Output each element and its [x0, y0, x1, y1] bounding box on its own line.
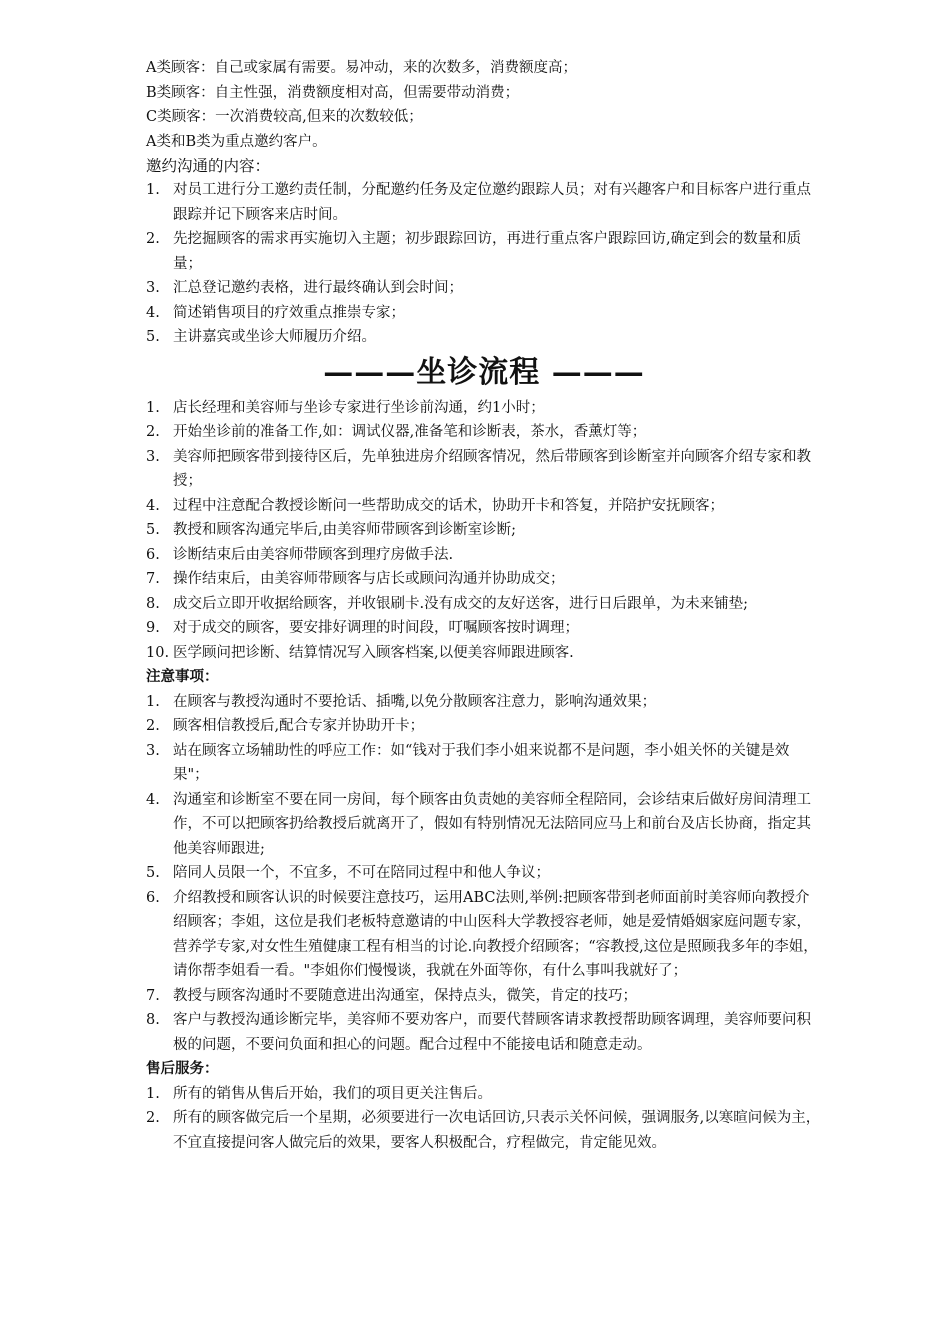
notes-heading: 注意事项： [146, 668, 219, 685]
list-item [146, 301, 822, 326]
invite-section-label: 邀约沟通的内容： [146, 157, 271, 175]
item-number: 8. [146, 1012, 160, 1028]
list-item [146, 543, 822, 568]
item-text: 对于成交的顾客，要安排好调理的时间段，叮嘱顾客按时调理； [173, 620, 579, 636]
item-text: 顾客相信教授后,配合专家并协助开卡； [173, 718, 425, 734]
list-item [146, 616, 822, 641]
item-number: 9. [146, 620, 160, 636]
list-item [146, 1008, 822, 1057]
item-text: 美容师把顾客带到接待区后，先单独进房介绍顾客情况，然后带顾客到诊断室并向顾客介绍专家和教授； [173, 448, 811, 489]
item-text: 过程中注意配合教授诊断问一些帮助成交的话术，协助开卡和答复，并陪护安抚顾客； [173, 497, 724, 514]
list-item [146, 861, 822, 886]
item-number: 5. [146, 329, 160, 345]
item-text: 对员工进行分工邀约责任制，分配邀约任务及定位邀约跟踪人员；对有兴趣客户和目标客户进行重点跟踪并记下顾客来店时间。 [173, 182, 811, 223]
document-page [146, 56, 822, 1155]
item-number: 1. [146, 693, 160, 710]
item-text: 在顾客与教授沟通时不要抢话、插嘴,以免分散顾客注意力，影响沟通效果； [173, 693, 657, 710]
after-sales-list [146, 1082, 822, 1156]
after-sales-heading: 售后服务： [146, 1060, 219, 1077]
list-item [146, 788, 822, 862]
list-item [146, 227, 822, 276]
key-customers-note: A类和B类为重点邀约客户。 [146, 133, 327, 150]
list-item [146, 641, 822, 666]
invite-list [146, 178, 822, 350]
list-item [146, 714, 822, 739]
list-item [146, 445, 822, 494]
item-number: 7. [146, 571, 160, 587]
list-item [146, 396, 822, 421]
item-text: 客户与教授沟通诊断完毕，美容师不要劝客户，而要代替顾客请求教授帮助顾客调理，美容师要问积极的问题，不要问负面和担心的问题。配合过程中不能接电话和随意走动。 [173, 1012, 811, 1053]
item-number: 3. [146, 280, 160, 296]
item-text: 教授与顾客沟通时不要随意进出沟通室，保持点头，微笑，肯定的技巧； [173, 987, 637, 1004]
item-text: 汇总登记邀约表格，进行最终确认到会时间； [173, 280, 463, 296]
process-list [146, 396, 822, 666]
item-number: 5. [146, 865, 160, 881]
item-number: 8. [146, 595, 160, 612]
list-item [146, 178, 822, 227]
customer-type-a: A类顾客：自己或家属有需要。易冲动，来的次数多，消费额度高； [146, 60, 577, 76]
list-item [146, 420, 822, 445]
item-number: 5. [146, 522, 160, 538]
list-item [146, 276, 822, 301]
item-number: 2. [146, 424, 160, 440]
list-item [146, 592, 822, 617]
item-text: 先挖掘顾客的需求再实施切入主题；初步跟踪回访，再进行重点客户跟踪回访,确定到会的数量和质量； [173, 231, 802, 272]
item-text: 站在顾客立场辅助性的呼应工作：如“钱对于我们李小姐来说都不是问题，李小姐关怀的关键是效果"； [173, 742, 790, 783]
item-text: 所有的销售从售后开始，我们的项目更关注售后。 [173, 1085, 492, 1102]
item-text: 教授和顾客沟通完毕后,由美容师带顾客到诊断室诊断; [173, 522, 516, 538]
item-text: 所有的顾客做完后一个星期，必须要进行一次电话回访,只表示关怀问候，强调服务,以寒暄问候为主，不宜直接提问客人做完后的效果，要客人积极配合，疗程做完，肯定能见效。 [173, 1110, 821, 1151]
list-item [146, 739, 822, 788]
item-text: 医学顾问把诊断、结算情况写入顾客档案,以便美容师跟进顾客. [173, 644, 574, 661]
item-text: 陪同人员限一个，不宜多，不可在陪同过程中和他人争议； [173, 865, 550, 881]
list-item [146, 690, 822, 715]
item-text: 开始坐诊前的准备工作,如：调试仪器,准备笔和诊断表，茶水，香薰灯等； [173, 424, 647, 440]
item-number: 1. [146, 1085, 160, 1102]
list-item [146, 494, 822, 519]
item-number: 7. [146, 987, 160, 1004]
item-number: 2. [146, 1110, 160, 1126]
customer-type-b: B类顾客：自主性强，消费额度相对高，但需要带动消费； [146, 84, 520, 101]
item-number: 1. [146, 182, 160, 198]
item-text: 介绍教授和顾客认识的时候要注意技巧，运用ABC法则,举例:把顾客带到老师面前时美容师向教授介绍顾客；李姐，这位是我们老板特意邀请的中山医科大学教授容老师，她是爱情婚姻家庭问题专家，营养学专家,对女性生殖健康工程有相当的讨论.向教授介绍顾客；“容教授,这位是照顾我多年的李姐，请你帮李姐看一看。"李姐你们慢慢谈，我就在外面等你，有什么事叫我就好了； [173, 889, 818, 979]
list-item [146, 1082, 822, 1107]
item-number: 10. [146, 644, 170, 661]
customer-type-c: C类顾客：一次消费较高,但来的次数较低； [146, 109, 423, 125]
item-number: 2. [146, 718, 160, 734]
item-number: 2. [146, 231, 160, 247]
item-text: 成交后立即开收据给顾客，并收银刷卡.没有成交的友好送客，进行日后跟单，为未来铺垫; [173, 595, 748, 612]
item-text: 简述销售项目的疗效重点推崇专家； [173, 304, 405, 321]
notes-list [146, 690, 822, 1058]
list-item [146, 984, 822, 1009]
list-item [146, 567, 822, 592]
list-item [146, 886, 822, 984]
item-text: 店长经理和美容师与坐诊专家进行坐诊前沟通，约1小时； [173, 399, 545, 416]
list-item [146, 518, 822, 543]
item-number: 4. [146, 304, 160, 321]
item-number: 6. [146, 889, 160, 906]
item-text: 主讲嘉宾或坐诊大师履历介绍。 [173, 329, 376, 345]
item-number: 3. [146, 742, 160, 759]
process-title: ———坐诊流程 ——— [323, 354, 645, 390]
item-number: 1. [146, 399, 160, 416]
list-item [146, 1106, 822, 1155]
list-item [146, 325, 822, 350]
item-number: 4. [146, 791, 160, 808]
item-text: 诊断结束后由美容师带顾客到理疗房做手法. [173, 546, 454, 563]
item-text: 沟通室和诊断室不要在同一房间，每个顾客由负责她的美容师全程陪同，会诊结束后做好房间清理工作，不可以把顾客扔给教授后就离开了，假如有特别情况无法陪同应马上和前台及店长协商，指定其他美容师跟进; [173, 791, 811, 857]
item-number: 4. [146, 497, 160, 514]
item-number: 6. [146, 546, 160, 563]
item-number: 3. [146, 448, 160, 465]
item-text: 操作结束后，由美容师带顾客与店长或顾问沟通并协助成交； [173, 571, 565, 587]
